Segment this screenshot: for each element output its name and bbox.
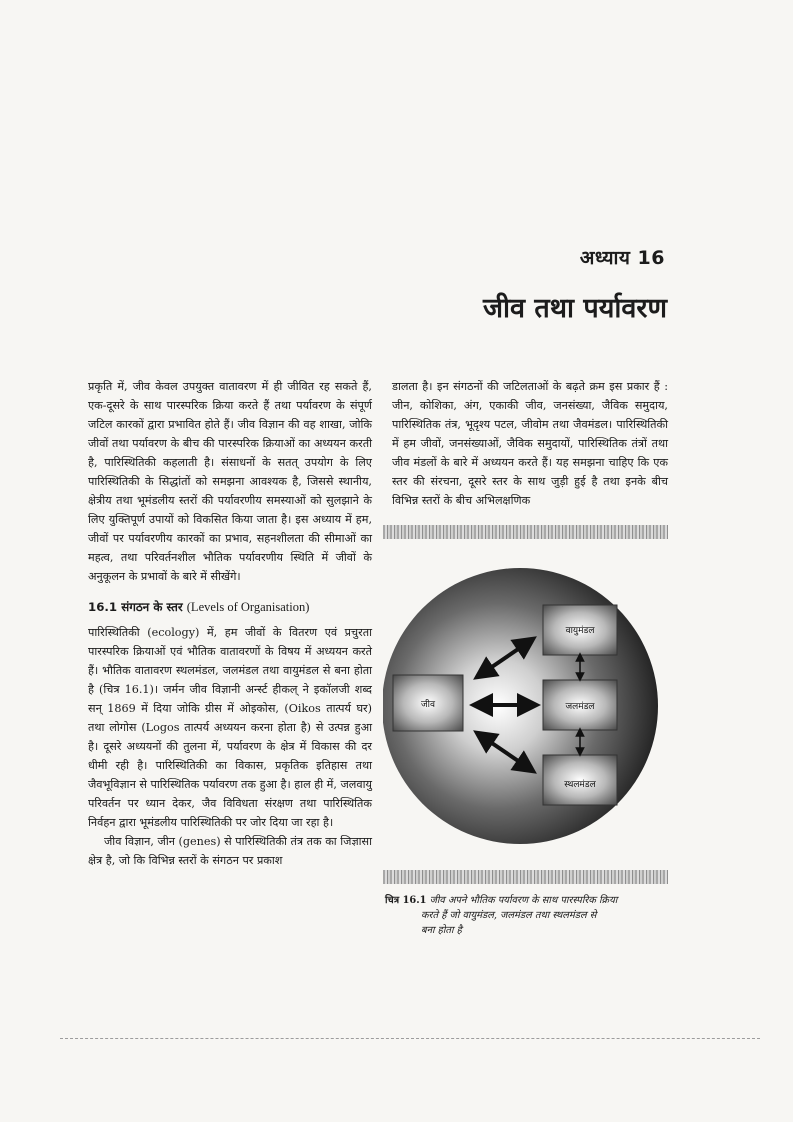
- label-jeev: जीव: [420, 700, 436, 710]
- scan-edge-line: [60, 1038, 760, 1040]
- section-heading-hindi: 16.1 संगठन के स्तर: [88, 600, 183, 614]
- label-jalmandal: जलमंडल: [565, 702, 595, 712]
- chapter-number: अध्याय 16: [579, 247, 665, 269]
- section-heading: [88, 598, 372, 617]
- label-vayumandal: वायुमंडल: [565, 626, 595, 636]
- figure-caption: [385, 893, 665, 938]
- section-paragraph-2: जीव विज्ञान, जीन (genes) से पारिस्थितिकी तंत्र तक का जिज्ञासा क्षेत्र है, जो कि विभिन्न स्तरों के संगठन पर प्रकाश: [88, 835, 372, 867]
- caption-line-1: जीव अपने भौतिक पर्यावरण के साथ पारस्परिक क्रिया: [429, 895, 618, 906]
- scan-noise-bottom: [383, 870, 668, 884]
- left-column: [88, 377, 372, 870]
- caption-line-3: बना होता है: [421, 925, 462, 936]
- chapter-title: जीव तथा पर्यावरण: [482, 293, 667, 324]
- label-sthalmandal: स्थलमंडल: [564, 780, 596, 790]
- intro-paragraph: प्रकृति में, जीव केवल उपयुक्त वातावरण में ही जीवित रह सकते हैं, एक-दूसरे के साथ पारस्परिक क्रिया करते हैं तथा पर्यावरण के संपूर्ण जटिल कारकों द्वारा प्रभावित होते हैं। जीव विज्ञान की वह शाखा, जोकि जीवों तथा पर्यावरण के बीच की पारस्परिक क्रियाओं का अध्ययन करती है, पारिस्थितिकी कहलाती है। संसाधनों के सतत् उपयोग के लिए पारिस्थितिकी के सिद्धांतों को समझना आवश्यक है, जिससे स्थानीय, क्षेत्रीय तथा भूमंडलीय स्तरों की पर्यावरणीय समस्याओं को सुलझाने के लिए युक्तिपूर्ण उपायों को विकसित किया जाता है। इस अध्याय में हम, जीवों पर पर्यावरणीय कारकों का प्रभाव, सहनशीलता की सीमाओं का महत्व, तथा परिवर्तनशील भौतिक पर्यावरणीय स्थिति में जीवों के अनुकूलन के प्रभावों के बारे में सीखेंगे।: [88, 380, 372, 583]
- levels-diagram: [383, 525, 683, 887]
- right-paragraph: डालता है। इन संगठनों की जटिलताओं के बढ़ते क्रम इस प्रकार हैं : जीन, कोशिका, अंग, एकाकी जीव, जनसंख्या, जैविक समुदाय, पारिस्थितिक तंत्र, भूदृश्य पटल, जीवोम तथा जैवमंडल। पारिस्थितिकी में हम जीवों, जनसंख्याओं, जैविक समुदायों, पारिस्थितिक तंत्रों तथा जीव मंडलों के बारे में अध्ययन करते हैं। यह समझना चाहिए कि एक स्तर की संरचना, दूसरे स्तर के साथ जुड़ी हुई है तथा इनके बीच विभिन्न स्तरों के बीच अभिलक्षणिक: [392, 380, 668, 507]
- figure-16-1: [383, 525, 683, 887]
- caption-line-2: करते हैं जो वायुमंडल, जलमंडल तथा स्थलमंडल से: [421, 910, 597, 921]
- section-heading-english: (Levels of Organisation): [186, 600, 310, 614]
- caption-number: चित्र 16.1: [385, 895, 427, 906]
- right-column: [392, 377, 668, 510]
- section-paragraph-1: पारिस्थितिकी (ecology) में, हम जीवों के वितरण एवं प्रचुरता पारस्परिक क्रियाओं एवं भौतिक वातावरणों के विषय में अध्ययन करते हैं। भौतिक वातावरण स्थलमंडल, जलमंडल तथा वायुमंडल से बना होता है (चित्र 16.1)। जर्मन जीव विज्ञानी अर्न्स्ट हीकल् ने इकॉलजी शब्द सन् 1869 में दिया जोकि ग्रीस में ओइकोस, (Oikos तात्पर्य घर) तथा लोगोस (Logos तात्पर्य अध्ययन करना होता है) से उत्पन्न हुआ है। दूसरे अध्ययनों की तुलना में, पर्यावरण के क्षेत्र में विकास की दर धीमी रही है। पारिस्थितिकी का विकास, प्रकृतिक इतिहास तथा जैवभूविज्ञान से पारिस्थितिक पर्यावरण तक हुआ है। हाल ही में, जलवायु परिवर्तन पर ध्यान देकर, जैव विविधता संरक्षण तथा पारिस्थितिक निर्वहन द्वारा भूमंडलीय पारिस्थितिकी पर जोर दिया जा रहा है।: [88, 626, 372, 829]
